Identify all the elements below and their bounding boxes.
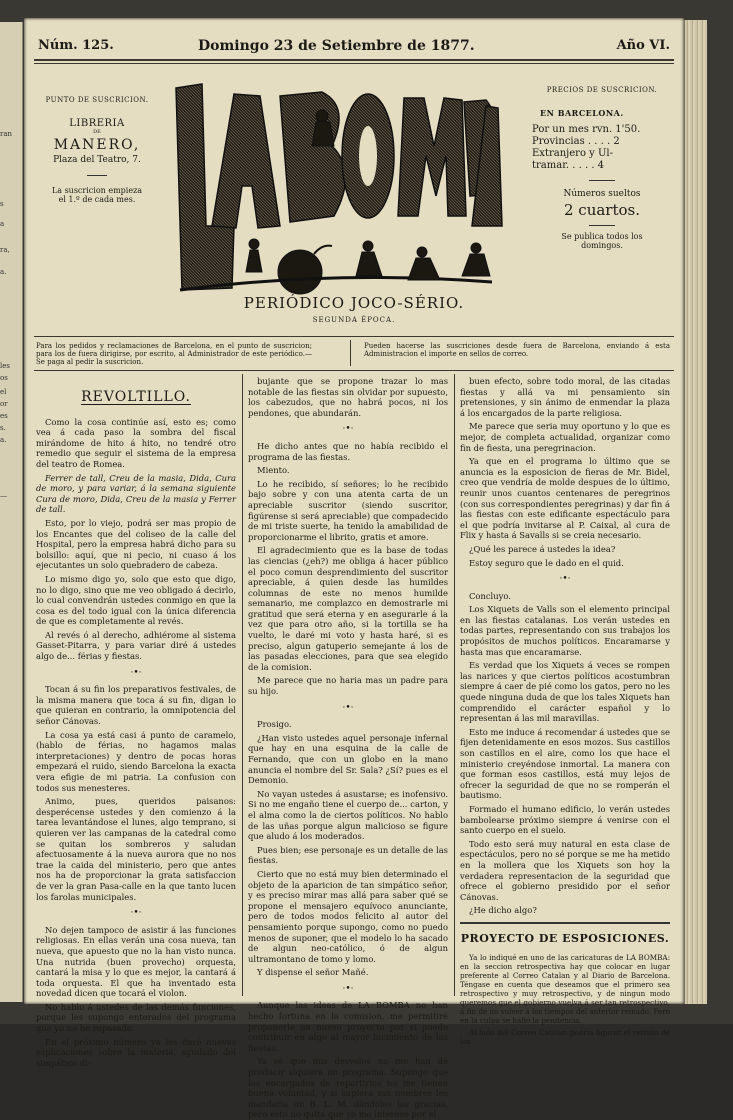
paragraph: Cierto que no está muy bien determinado el objeto de la aparicion de tan simpático señor, y es preciso mirar mas allá para saber qué se propone el mensajero equívoco anunciante, pero de todos modos felicito al autor del pensamiento porque supongo, como no puedo menos de suponer, que el modelo lo ha sacado de algun neo-católico, ó de algun ultramontano de tomo y lomo.	[248, 868, 448, 964]
prev-fragment: es	[0, 412, 8, 420]
bookshop-name: MANERO,	[53, 137, 141, 153]
loose-numbers-label: Números sueltos	[563, 189, 641, 199]
previous-page-edge	[0, 22, 23, 1002]
issue-year: Año VI.	[616, 38, 670, 53]
prev-fragment: —	[0, 492, 7, 500]
paragraph: Lo mismo digo yo, solo que esto que digo, no lo digo, sino que me veo obligado á decirlo, lo cual convendrán ustedes conmigo en que la cosa es del todo igual con la única diferencia de que es completamente al revés.	[36, 573, 236, 627]
notice-right: Pueden hacerse las suscriciones desde fuera de Barcelona, enviando á esta Administracion el importe en sellos de correo.	[364, 342, 670, 358]
paragraph: Formado el humano edificio, lo verán ustedes bambolearse próximo siempre á venirse con el santo cuerpo en el suelo.	[460, 803, 670, 836]
paragraph: Prosigo.	[257, 719, 292, 730]
paragraph: buen efecto, sobre todo moral, de las citadas fiestas y allá va mi pensamiento sin pretensiones, y sin ánimo de enmendar la plaza á los encargados de la parte religiosa.	[460, 376, 670, 418]
column-divider	[242, 374, 243, 996]
header-rule	[34, 59, 674, 61]
column-2	[248, 376, 448, 1120]
section-separator: ·•·	[130, 908, 142, 919]
paragraph: ¿He dicho algo?	[469, 905, 537, 916]
subscription-point-heading: PUNTO DE SUSCRICION.	[45, 96, 149, 104]
la-bomba-masthead-logo	[172, 76, 502, 306]
section-separator: ·•·	[559, 574, 571, 585]
paragraph: Ya que en el programa lo último que se anuncia es la esposicion de fieras de Mr. Bidel, creo que vendría de molde despues de lo último, reunir unos cuantos centenares de peregrinos (con sus correspondientes peregrinas) y dar fin á las fiestas con este edificante espectáculo para el que podría invitarse al P. Caixal, al cura de Flix y hasta á Savalls si se creia necesario.	[460, 456, 670, 541]
notice-divider	[350, 340, 351, 366]
paragraph: Esto, por lo viejo, podrá ser mas propio de los Encantes que del coliseo de la calle del Hospital, pero la empresa habrá dicho para su bolsillo: aquí, que ni pecio, ni cuaso á los ejecutantes un solo quebradero de cabeza.	[36, 517, 236, 571]
paragraph: Esto me induce á recomendar á ustedes que se fijen detenidamente en esos mozos. Sus castillos son castillos en el aire, como los que hace el ministerio creyéndose inmortal. La manera con que forman esos castillos, está muy lejos de ofrecer la seguridad de que no se romperán el bautismo.	[460, 726, 670, 801]
paragraph: Al revés ó al derecho, adhiérome al sistema Gasset-Pitarra, y para variar diré á ustedes algo de... férias y fiestas.	[36, 629, 236, 662]
paragraph: Lo he recibido, sí señores; lo he recibido bajo sobre y con una atenta carta de un apreciable suscritor (siendo suscritor, figúrense si será apreciable) que compadecido de mi triste suerte, ha tenido la amabilidad de proporcionarme el librito, gratis et amore.	[248, 478, 448, 542]
issue-number: Núm. 125.	[38, 38, 114, 53]
paragraph: Los Xiquets de Valls son el elemento principal en las fiestas catalanas. Los verán ustedes en todas partes, representando con sus trabajos los propósitos de muchos políticos. Encaramarse y hasta mas que encaramarse.	[460, 604, 670, 657]
paragraph: Y dispense el señor Mañé.	[257, 967, 369, 978]
paragraph: No hablo á ustedes de las demás funciones, porque les supongo enterados del programa que yo no he repasado.	[36, 1001, 236, 1034]
paragraph: Tocan á su fin los preparativos festivales, de la misma manera que toca á su fin, digan lo que quieran en contrario, la omnipotencia del señor Cánovas.	[36, 684, 236, 727]
paragraph: Como la cosa continúe así, esto es; como vea á cada paso la sombra del fiscal mirándome de hito á hito, no tendré otro remedio que seguir el sistema de la empresa del teatro de Romea.	[36, 416, 236, 469]
paragraph: ¿Qué les parece á ustedes la idea?	[469, 543, 616, 554]
paragraph: Ferrer de tall, Creu de la masia, Dida, Cura de moro, y para variar, á la semana siguiente Cura de moro, Dida, Creu de la masia y Ferrer de tall.	[36, 472, 236, 515]
paragraph: He dicho antes que no había recibido el programa de las fiestas.	[248, 440, 448, 462]
masthead-subtitle: PERIÓDICO JOCO-SÉRIO.	[243, 294, 465, 312]
prev-fragment: ran	[0, 130, 13, 138]
paragraph: Al lado del Correo Catalan podria figurar el retrato de los	[460, 1027, 670, 1046]
city-label: EN BARCELONA.	[540, 108, 624, 118]
paragraph: La cosa ya está casi á punto de caramelo, (hablo de férias, no hagamos malas interpretaciones) y dentro de pocas horas empezará el ruido, siendo Barcelona la exacta vera efigie de mi patria. La confusion con todos sus menesteres.	[36, 729, 236, 793]
published-note: Se publica todos los	[561, 232, 643, 241]
masthead-epoch: SEGUNDA ÉPOCA.	[312, 316, 396, 324]
section-separator: ·•·	[342, 702, 354, 713]
header-rule-thin	[34, 63, 674, 64]
bookshop-de: DE	[93, 129, 101, 135]
section-separator: ·•·	[342, 424, 354, 435]
article-title-proyecto: PROYECTO DE ESPOSICIONES.	[460, 922, 670, 945]
paragraph: Estoy seguro que le dado en el quid.	[469, 557, 624, 568]
newspaper-page	[24, 18, 684, 1120]
section-separator: ·•·	[342, 983, 354, 994]
published-note-2: domingos.	[581, 241, 623, 250]
divider	[87, 175, 107, 176]
book-page-edges	[684, 20, 707, 1004]
price-provinces: Provincias . . . . 2	[532, 136, 620, 147]
paragraph: Es verdad que los Xiquets á veces se rompen las narices y que ciertos políticos acostumbran siempre á caer de pié como los gatos, pero no les quede ninguna duda de que los tales Xiquets han comprendido el carácter español y lo representan á las mil maravillas.	[460, 660, 670, 724]
prev-fragment: les	[0, 362, 10, 370]
column-1	[36, 376, 236, 1068]
paragraph: Concluyo.	[469, 590, 511, 601]
paragraph: Todo esto será muy natural en esta clase de espectáculos, pero no sé porque se me ha metido en la mollera que los Xiquets son hoy la verdadera representacion de la seguridad que ofrece el gobierno presidido por el señor Cánovas.	[460, 838, 670, 902]
paragraph: No vayan ustedes á asustarse; es inofensivo. Si no me engaño tiene el cuerpo de... carton, y el alma como la de ciertos políticos. No hablo de las uñas porque algun malicioso se figure que aludo á los moderados.	[248, 788, 448, 842]
paragraph: Pues bien; ese personaje es un detalle de las fiestas.	[248, 844, 448, 866]
prev-fragment: el	[0, 388, 7, 396]
divider	[589, 225, 615, 226]
bookshop-label: LIBRERIA	[69, 118, 125, 129]
price-overseas: tramar. . . . . 4	[532, 160, 605, 171]
notice-left: Para los pedidos y reclamaciones de Barcelona, en el punto de suscricion; para los de fuera dirigirse, por escrito, al Administrador de este periódico.—Se paga al pedir la suscricion.	[36, 342, 312, 366]
bookshop-address: Plaza del Teatro, 7.	[53, 155, 141, 165]
paragraph: ¿Han visto ustedes aquel personaje infernal que hay en una esquina de la calle de Fernando, que con un globo en la mano anuncia el nombre del Sr. Sala? ¿Sí? pues es el Demonio.	[248, 732, 448, 786]
paragraph: Miento.	[257, 465, 290, 476]
paragraph: Ya lo indiqué en uno de las caricaturas de LA BOMBA: en la seccion retrospectiva hay que colocar en lugar preferente al Correo Catalan y al Diario de Barcelona. Téngase en cuenta que deseamos que el primero sea retrospectivo y muy retrospectivo, y de ningun modo queremos que el gobierno vuelva á ser tan retrospectivo, á fin de no volver á los tiempos del anterior reinado. Pero en la culpa se halló la penitencia.	[460, 952, 670, 1025]
column-divider	[454, 374, 455, 996]
prev-fragment: s	[0, 200, 4, 208]
prices-heading: PRECIOS DE SUSCRICION.	[546, 86, 658, 94]
section-separator: ·•·	[130, 667, 142, 678]
issue-date: Domingo 23 de Setiembre de 1877.	[198, 38, 475, 54]
prev-fragment: a.	[0, 268, 7, 276]
column-3	[460, 376, 670, 1046]
paragraph: bujante que se propone trazar lo mas notable de las fiestas sin olvidar por supuesto, los cabezudos, que no habrá pocos, ni los pendones, que abundarán.	[248, 376, 448, 418]
paragraph: Animo, pues, queridos paisanos: desperécense ustedes y den comienzo á la tarea levantándose el lunes, algo temprano, si quieren ver las campanas de la catedral como se quitan los sombreros y saludan afectuosamente á la nueva aurora que no nos trae la caida del ministerio, pero que antes nos ha de proporcionar la grata satisfaccion de ver la gran Pasa-calle en la que tanto lucen los farolas municipales.	[36, 796, 236, 902]
prev-fragment: or	[0, 400, 8, 408]
prev-fragment: os	[0, 374, 8, 382]
paragraph: Ya sé que mis desvelos no me han de producir siquiera un programa. Supongo que los encargados de repartirlos no me tienen buena voluntad, y si supiera sus nombres les mandaria un B. L. M. dándoles las gracias, pero esto no quita que yo me interese por el	[248, 1056, 448, 1120]
subscription-point-box	[38, 96, 156, 276]
paragraph: En el próximo número ya les daré nuevas esplicaciones sobre la materia, ayudado del simpático di-	[36, 1036, 236, 1068]
prev-fragment: a	[0, 220, 5, 228]
prev-fragment: a.	[0, 436, 7, 444]
price-month: Por un mes rvn. 1'50.	[532, 124, 641, 135]
article-title-revoltillo: REVOLTILLO.	[81, 389, 191, 405]
paragraph: Me parece que no haria mas un padre para su hijo.	[248, 675, 448, 697]
prev-fragment: ra,	[0, 246, 10, 254]
paragraph: Me parece que seria muy oportuno y lo que es mejor, de completa actualidad, organizar como fin de fiesta, una peregrinacion.	[460, 421, 670, 453]
notice-rule-bottom	[34, 370, 674, 371]
subscription-start-2: el 1.º de cada mes.	[58, 195, 136, 204]
divider	[589, 180, 615, 181]
subscription-start: La suscricion empieza	[51, 186, 143, 195]
paragraph: Aunque las ideas de LA BOMBA no han hecho fortuna en la comision, me permitiré proponerle un nuevo proyecto por si puedo contribuir en algo al mayor lucimiento de las fiestas.	[248, 1000, 448, 1053]
prev-fragment: s.	[0, 424, 6, 432]
notice-rule-top	[34, 336, 674, 337]
loose-numbers-price: 2 cuartos.	[563, 201, 640, 219]
paragraph: No dejen tampoco de asistir á las funciones religiosas. En ellas verán una cosa nueva, tan nueva, que apuesto que no la han visto nunca. Una nutrida (buen provecho) orquesta, cantará la misa y lo que es mejor, la cantará á toda orquesta. El que ha inventado esta novedad dicen que tocará el violon.	[36, 924, 236, 999]
paragraph: El agradecimiento que es la base de todas las ciencias (¿eh?) me obliga á hacer público el poco comun desprendimiento del suscritor apreciable, á quien desde las humildes columnas de este no menos humilde semanario, me complazco en demostrarle mi gratitud que será eterna y en asegurarle á la vez que para otro año, si la tortilla se ha vuelto, le daré mi voto y hasta haré, si es preciso, algun gatuperio semejante á los de las pasadas elecciones, para que sea elegido de la comision.	[248, 545, 448, 672]
subscription-prices-box	[532, 86, 672, 286]
price-abroad: Extranjero y Ul-	[532, 148, 613, 159]
